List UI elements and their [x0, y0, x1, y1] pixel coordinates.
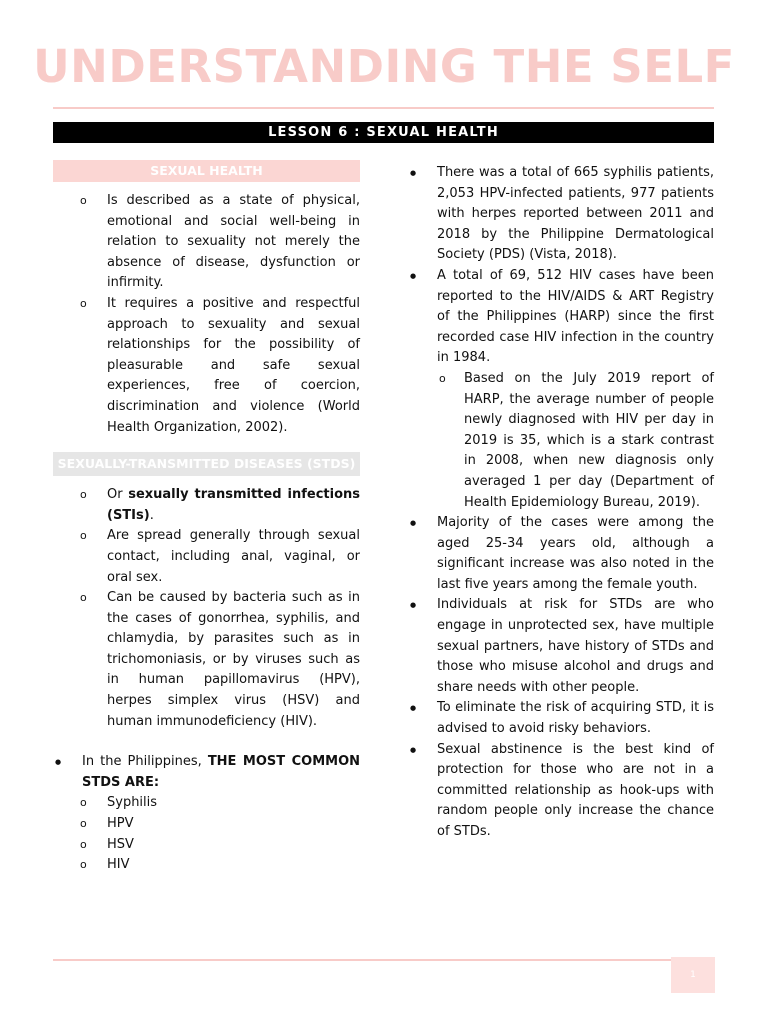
- common-stds-sublist: [53, 793, 360, 875]
- list-item: o HIV: [53, 855, 360, 876]
- list-item: o Is described as a state of physical, emotional and social well-being in relation to sexuality not merely the absence of disease, dysfunction or infirmity.: [53, 191, 360, 294]
- section-header-stds: SEXUALLY-TRANSMITTED DISEASES (STDS): [53, 452, 360, 476]
- stds-list: [53, 485, 360, 732]
- list-item: o Syphilis: [53, 793, 360, 814]
- list-item: ● To eliminate the risk of acquiring STD, it is advised to avoid risky behaviors.: [408, 698, 714, 739]
- risk-list: [408, 513, 714, 843]
- list-item: ● There was a total of 665 syphilis patients, 2,053 HPV-infected patients, 977 patients with herpes reported between 2011 and 2018 by the Philippine Dermatological Society (PDS) (Vista, 2018).: [408, 163, 714, 266]
- list-item: [53, 752, 360, 793]
- list-item: o It requires a positive and respectful approach to sexuality and sexual relationships for the possibility of pleasurable and safe sexual experiences, free of coercion, discrimination and violence (World Health Organization, 2002).: [53, 294, 360, 438]
- harp-sublist: [408, 369, 714, 513]
- list-item: ● A total of 69, 512 HIV cases have been reported to the HIV/AIDS & ART Registry of the Philippines (HARP) since the first recorded case HIV infection in the country in 1984.: [408, 266, 714, 369]
- list-item: [53, 485, 360, 526]
- list-item: o Based on the July 2019 report of HARP, the average number of people newly diagnosed with HIV per day in 2019 is 35, which is a stark contrast in 2008, when new diagnosis only averaged 1 per day (Department of Health Epidemiology Bureau, 2019).: [408, 369, 714, 513]
- list-item: ● Majority of the cases were among the aged 25-34 years old, although a significant increase was also noted in the last five years among the female youth.: [408, 513, 714, 595]
- list-item: o Are spread generally through sexual contact, including anal, vaginal, or oral sex.: [53, 526, 360, 588]
- item-prefix: In the Philippines,: [82, 754, 208, 770]
- item-suffix: .: [149, 507, 154, 523]
- page-number: 1: [671, 957, 715, 993]
- list-item: ● Individuals at risk for STDs are who engage in unprotected sex, have multiple sexual partners, have history of STDs and those who misuse alcohol and drugs and share needs with other people.: [408, 595, 714, 698]
- sexual-health-list: [53, 191, 360, 438]
- common-stds-list: [53, 752, 360, 793]
- item-prefix: Or: [107, 487, 129, 503]
- left-column: [53, 160, 360, 876]
- right-column: [408, 163, 714, 843]
- item-bold: THE MOST COMMON STDS ARE:: [82, 754, 360, 790]
- document-title: UNDERSTANDING THE SELF: [33, 40, 735, 93]
- lesson-banner: LESSON 6 : SEXUAL HEALTH: [53, 122, 714, 143]
- list-item: ● Sexual abstinence is the best kind of protection for those who are not in a committed relationship as hook-ups with random people only increase the chance of STDs.: [408, 740, 714, 843]
- statistics-list: [408, 163, 714, 369]
- list-item: o HSV: [53, 835, 360, 856]
- item-bold: sexually transmitted infections (STIs): [107, 487, 360, 523]
- footer-divider: [53, 959, 714, 961]
- section-header-sexual-health: SEXUAL HEALTH: [53, 160, 360, 182]
- list-item: o HPV: [53, 814, 360, 835]
- title-divider: [53, 107, 714, 109]
- list-item: o Can be caused by bacteria such as in the cases of gonorrhea, syphilis, and chlamydia, by parasites such as in trichomoniasis, or by viruses such as in human papillomavirus (HPV), herpes simplex virus (HSV) and human immunodeficiency (HIV).: [53, 588, 360, 732]
